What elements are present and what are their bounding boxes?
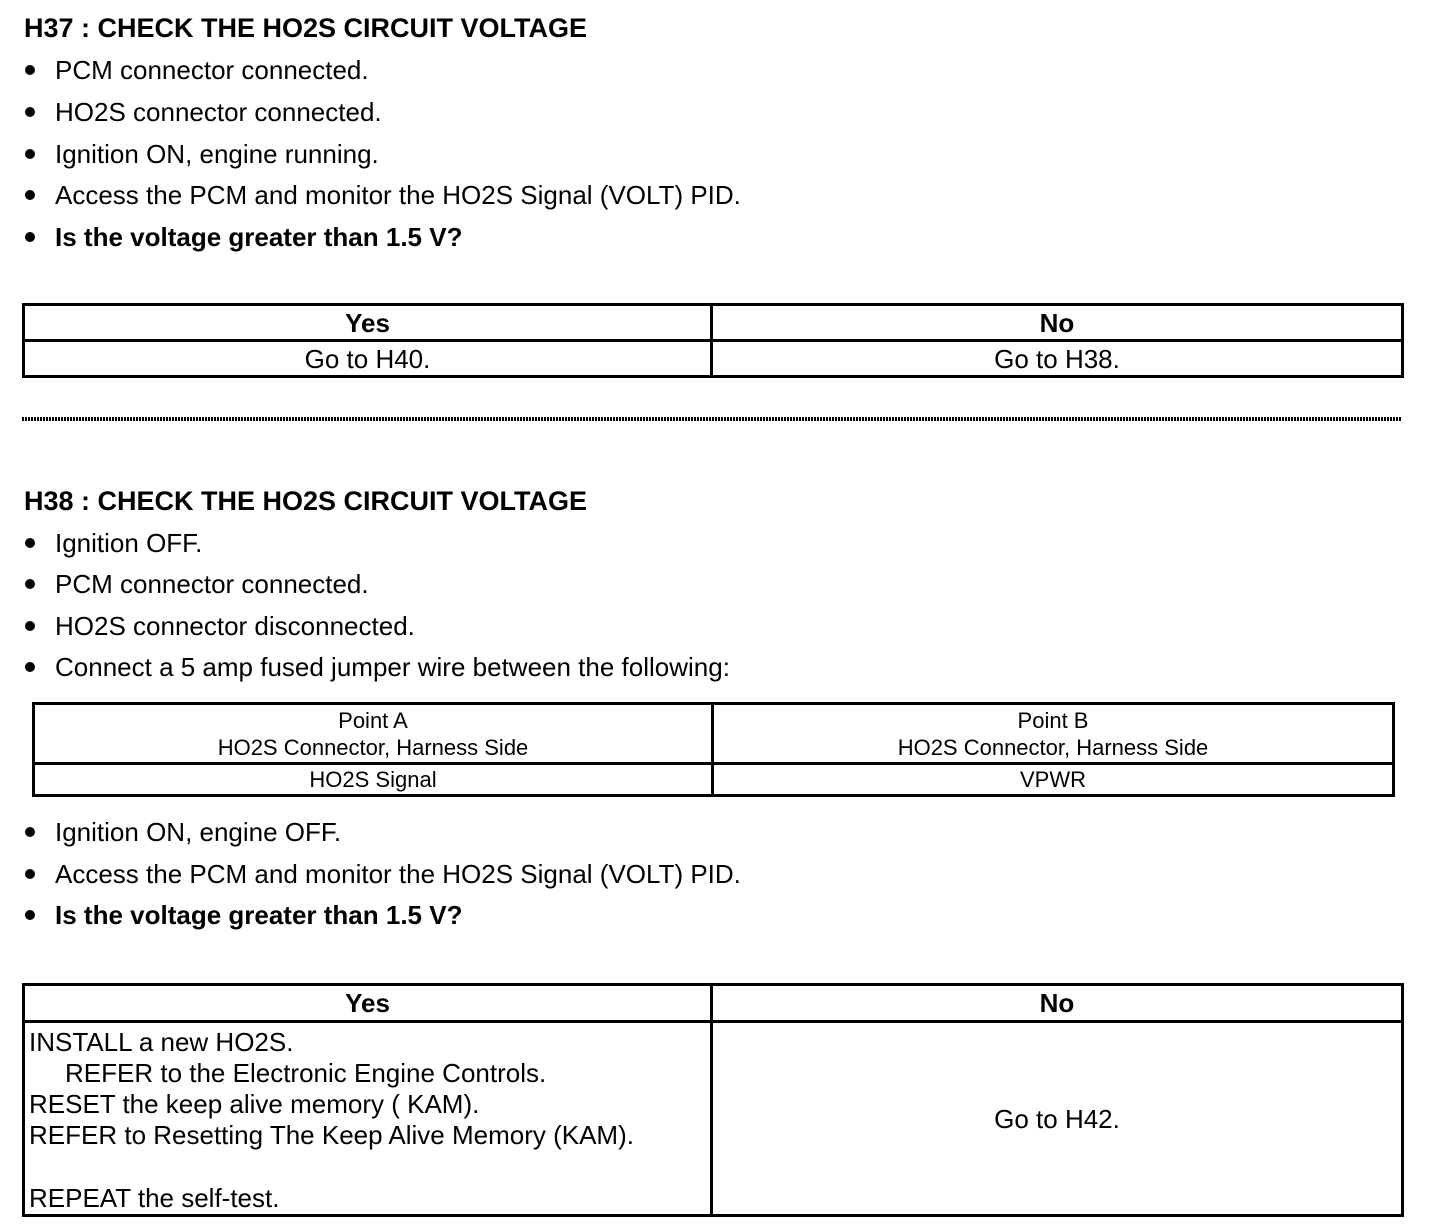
h38-step-6: Access the PCM and monitor the HO2S Signal (VOLT) PID. (25, 857, 741, 891)
bullet-icon (25, 662, 35, 672)
point-a-header (34, 704, 713, 764)
h38-step-4: Connect a 5 amp fused jumper wire between the following: (25, 650, 730, 684)
bullet-icon (25, 149, 35, 159)
yes-line-refer-kam: REFER to Resetting The Keep Alive Memory (KAM). (29, 1120, 634, 1150)
h37-step-3: Ignition ON, engine running. (25, 137, 379, 171)
point-a-location: HO2S Connector, Harness Side (217, 734, 529, 760)
no-action: Go to H42. (712, 1022, 1403, 1216)
h38-step-5: Ignition ON, engine OFF. (25, 815, 341, 849)
yes-header: Yes (24, 305, 712, 341)
bullet-icon (25, 579, 35, 589)
bullet-icon (25, 869, 35, 879)
h38-result-table (22, 983, 1404, 1217)
bullet-icon (25, 107, 35, 117)
yes-line-install: INSTALL a new HO2S. (29, 1027, 294, 1057)
point-b-header (713, 704, 1394, 764)
bullet-icon (25, 827, 35, 837)
jumper-table (32, 702, 1395, 797)
bullet-icon (25, 232, 35, 242)
point-a-label: Point A (338, 707, 408, 733)
h37-step-4: Access the PCM and monitor the HO2S Signal (VOLT) PID. (25, 178, 741, 212)
yes-line-spacer (29, 1151, 710, 1183)
h38-step-1: Ignition OFF. (25, 526, 202, 560)
yes-action: Go to H40. (24, 341, 712, 377)
yes-header: Yes (24, 985, 712, 1022)
no-header: No (712, 305, 1403, 341)
h38-step-2: PCM connector connected. (25, 567, 369, 601)
point-b-location: HO2S Connector, Harness Side (897, 734, 1209, 760)
bullet-icon (25, 538, 35, 548)
bullet-icon (25, 65, 35, 75)
point-b-value: VPWR (713, 764, 1394, 796)
h37-title: H37 : CHECK THE HO2S CIRCUIT VOLTAGE (24, 13, 588, 43)
yes-action (24, 1022, 712, 1216)
h38-question: Is the voltage greater than 1.5 V? (25, 898, 462, 932)
point-a-value: HO2S Signal (34, 764, 713, 796)
point-b-label: Point B (1017, 707, 1089, 733)
no-action: Go to H38. (712, 341, 1403, 377)
h37-question: Is the voltage greater than 1.5 V? (25, 220, 462, 254)
yes-line-refer-controls: REFER to the Electronic Engine Controls. (65, 1058, 547, 1088)
bullet-icon (25, 190, 35, 200)
bullet-icon (25, 621, 35, 631)
no-header: No (712, 985, 1403, 1022)
h37-step-2: HO2S connector connected. (25, 95, 382, 129)
h37-result-table (22, 303, 1404, 378)
h38-step-3: HO2S connector disconnected. (25, 609, 415, 643)
h38-title: H38 : CHECK THE HO2S CIRCUIT VOLTAGE (24, 486, 588, 516)
yes-line-reset: RESET the keep alive memory ( KAM). (29, 1089, 480, 1119)
section-divider (22, 417, 1402, 421)
bullet-icon (25, 910, 35, 920)
h37-step-1: PCM connector connected. (25, 53, 369, 87)
yes-line-repeat: REPEAT the self-test. (29, 1183, 280, 1213)
